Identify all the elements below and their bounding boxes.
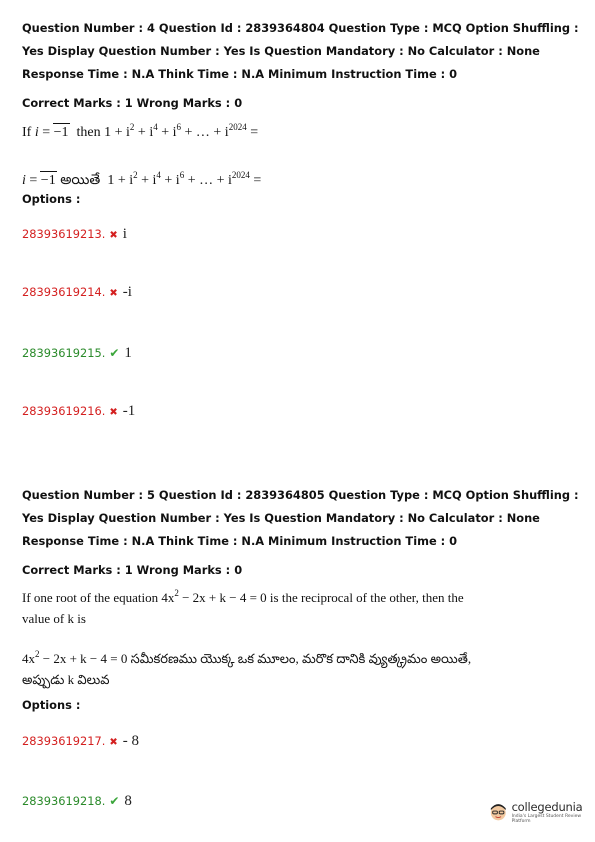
q4-question-telugu: i = −1 అయితే $1 + i^2 + i^4 + i^6$ + … + $i^{2024}$ = (22, 170, 262, 188)
q4-options-label: Options : (22, 192, 81, 206)
option-value: 1 (124, 345, 132, 361)
q5-option-2[interactable] (22, 793, 132, 810)
q5-question-english-line2: value of k is (22, 611, 86, 626)
q5-question-telugu-line2: అప్పుడు k విలువ (22, 672, 110, 687)
cross-icon: ✖ (109, 230, 118, 241)
q5-options-label: Options : (22, 698, 81, 712)
q4-option-4[interactable] (22, 403, 135, 420)
q4-option-2[interactable] (22, 284, 132, 301)
logo-name: collegedunia (511, 800, 583, 814)
q4-option-3[interactable] (22, 345, 132, 362)
option-id: 28393619217. (22, 734, 106, 748)
option-value: -1 (122, 403, 136, 419)
q5-meta: Question Number : 5 Question Id : 2839364805 Question Type : MCQ Option Shuffling : Yes Display Question Number : Yes Is Question Mandatory : No Calculator : None Response Time : N.A Think Time : N.A Minimum Instruction Time : 0 (22, 488, 579, 548)
option-id: 28393619213. (22, 227, 106, 241)
cross-icon: ✖ (109, 407, 118, 418)
logo-tagline: India's Largest Student Review Platform (511, 814, 582, 824)
q4-question-english: If i = −1 then $1 + i^2 + i^4 + i^6$ + … + $i^{2024}$ = (22, 122, 259, 140)
check-icon: ✔ (109, 346, 120, 360)
mascot-icon (489, 801, 508, 823)
option-value: i (122, 226, 127, 242)
option-id: 28393619214. (22, 285, 106, 299)
q5-marks: Correct Marks : 1 Wrong Marks : 0 (22, 563, 243, 577)
collegedunia-logo (489, 800, 595, 824)
q5-option-1[interactable] (22, 733, 139, 750)
option-value: 8 (124, 793, 132, 809)
q4-option-1[interactable] (22, 226, 127, 243)
q5-question-english-line1: If one root of the equation $4x^2 - 2x + k - 4 = 0$ is the reciprocal of the other, then the (22, 588, 464, 605)
option-id: 28393619218. (22, 794, 106, 808)
option-id: 28393619215. (22, 346, 106, 360)
q5-question-telugu-line1: $4x^2 - 2x + k - 4 = 0$ సమీకరణము యొక్క ఒక మూలం, మరొక దానికి వ్యుత్క్రమం అయితే, (22, 649, 472, 666)
q4-meta: Question Number : 4 Question Id : 2839364804 Question Type : MCQ Option Shuffling : Yes Display Question Number : Yes Is Question Mandatory : No Calculator : None Response Time : N.A Think Time : N.A Minimum Instruction Time : 0 (22, 21, 579, 81)
cross-icon: ✖ (109, 737, 118, 748)
option-id: 28393619216. (22, 404, 106, 418)
option-value: -i (122, 284, 132, 300)
cross-icon: ✖ (109, 288, 118, 299)
check-icon: ✔ (109, 794, 120, 808)
q4-marks: Correct Marks : 1 Wrong Marks : 0 (22, 96, 243, 110)
option-value: - 8 (122, 733, 139, 749)
